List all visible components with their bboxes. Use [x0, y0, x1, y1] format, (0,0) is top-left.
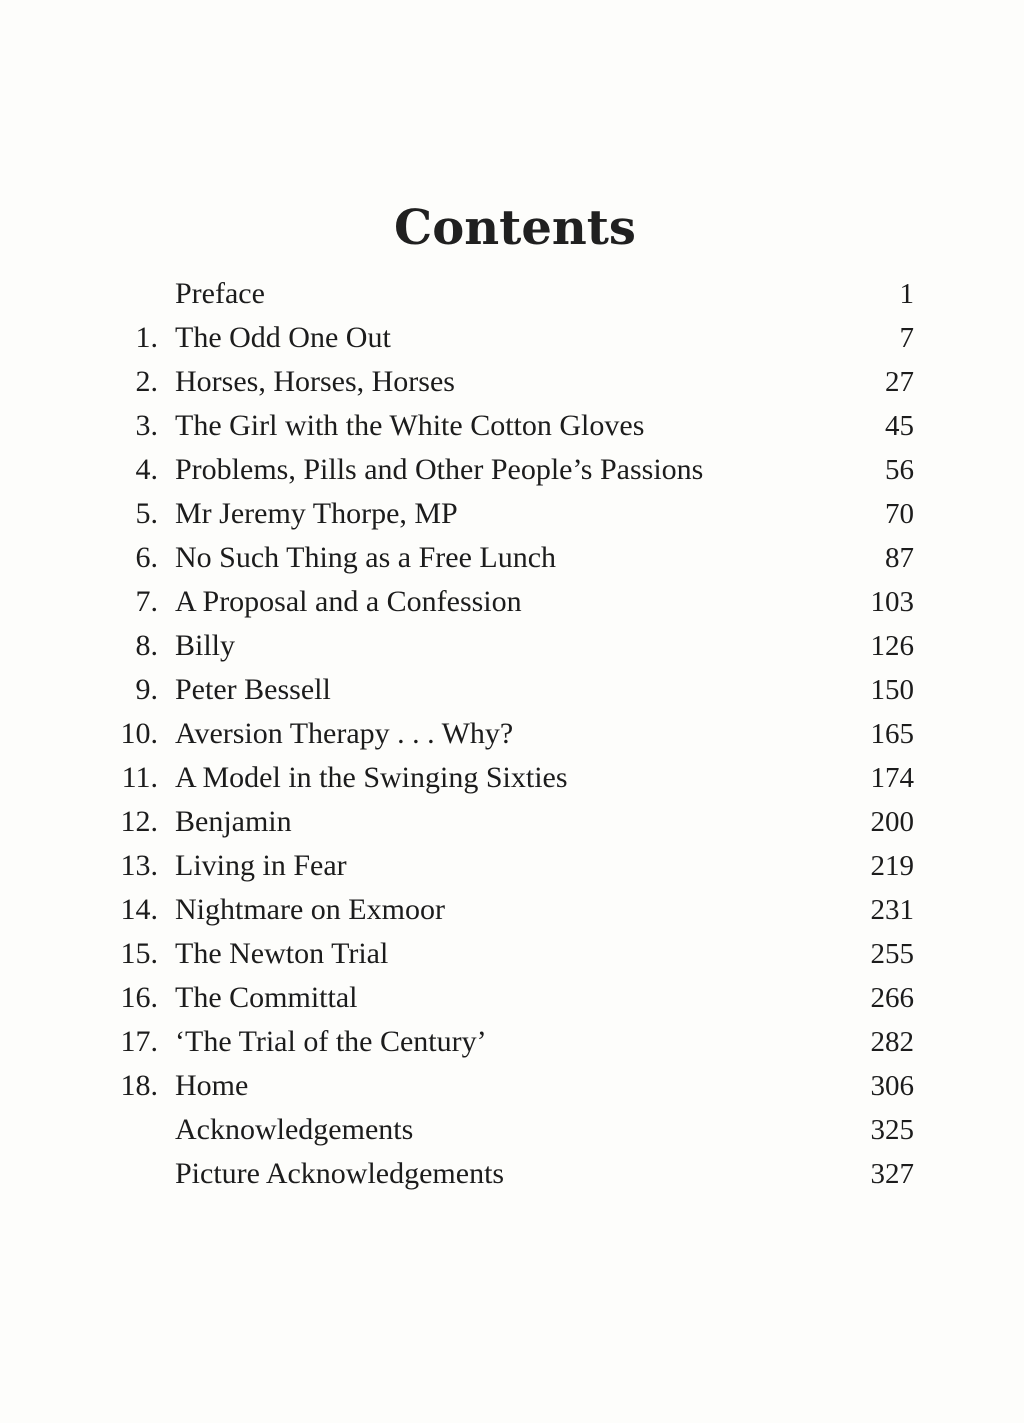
page-number: 231	[870, 894, 914, 926]
toc-entry	[100, 624, 920, 668]
chapter-title: ‘The Trial of the Century’	[175, 1025, 487, 1058]
chapter-title: Home	[175, 1069, 249, 1102]
chapter-number: 10.	[120, 717, 158, 750]
chapter-number: 13.	[120, 849, 158, 882]
toc-entry	[100, 888, 920, 932]
chapter-title: A Proposal and a Confession	[175, 585, 522, 618]
page-number: 103	[870, 586, 914, 618]
chapter-title: The Newton Trial	[175, 937, 389, 970]
chapter-title: The Committal	[175, 981, 358, 1014]
chapter-number: 16.	[120, 981, 158, 1014]
page-number: 255	[870, 938, 914, 970]
page-number: 150	[870, 674, 914, 706]
toc-entry	[100, 1108, 920, 1152]
page-number: 325	[870, 1114, 914, 1146]
toc-entry	[100, 448, 920, 492]
chapter-title: Aversion Therapy . . . Why?	[175, 717, 514, 750]
chapter-title: No Such Thing as a Free Lunch	[175, 541, 557, 574]
chapter-number: 1.	[135, 321, 158, 354]
chapter-title: Living in Fear	[175, 849, 347, 882]
table-of-contents	[100, 272, 920, 1196]
toc-entry	[100, 932, 920, 976]
toc-entry	[100, 1020, 920, 1064]
chapter-number: 3.	[135, 409, 158, 442]
toc-entry	[100, 976, 920, 1020]
page-number: 45	[885, 410, 914, 442]
contents-heading: Contents	[394, 200, 636, 257]
chapter-number: 4.	[135, 453, 158, 486]
toc-entry	[100, 272, 920, 316]
page-number: 219	[870, 850, 914, 882]
chapter-number: 9.	[135, 673, 158, 706]
chapter-title: Picture Acknowledgements	[175, 1157, 505, 1190]
chapter-title: Mr Jeremy Thorpe, MP	[175, 497, 458, 530]
chapter-number: 8.	[135, 629, 158, 662]
toc-entry	[100, 580, 920, 624]
page-number: 327	[870, 1158, 914, 1190]
chapter-title: Billy	[175, 629, 236, 662]
chapter-title: Horses, Horses, Horses	[175, 365, 455, 398]
page-number: 200	[870, 806, 914, 838]
toc-entry	[100, 536, 920, 580]
chapter-title: Problems, Pills and Other People’s Passions	[175, 453, 704, 486]
toc-entry	[100, 404, 920, 448]
chapter-title: Preface	[175, 277, 265, 310]
chapter-number: 5.	[135, 497, 158, 530]
page-number: 7	[899, 322, 914, 354]
toc-entry	[100, 800, 920, 844]
page-number: 174	[870, 762, 914, 794]
page-number: 126	[870, 630, 914, 662]
page-number: 165	[870, 718, 914, 750]
chapter-title: Acknowledgements	[175, 1113, 414, 1146]
toc-entry	[100, 1152, 920, 1196]
chapter-title: Nightmare on Exmoor	[175, 893, 445, 926]
chapter-title: Benjamin	[175, 805, 292, 838]
page-number: 27	[885, 366, 914, 398]
page-number: 56	[885, 454, 914, 486]
toc-entry	[100, 316, 920, 360]
page-number: 306	[870, 1070, 914, 1102]
page-number: 87	[885, 542, 914, 574]
page-number: 1	[899, 278, 914, 310]
chapter-number: 6.	[135, 541, 158, 574]
chapter-number: 17.	[120, 1025, 158, 1058]
chapter-number: 7.	[135, 585, 158, 618]
chapter-number: 15.	[120, 937, 158, 970]
chapter-number: 12.	[120, 805, 158, 838]
toc-entry	[100, 492, 920, 536]
toc-entry	[100, 756, 920, 800]
chapter-title: The Odd One Out	[175, 321, 391, 354]
chapter-title: A Model in the Swinging Sixties	[175, 761, 568, 794]
chapter-number: 18.	[120, 1069, 158, 1102]
page-number: 282	[870, 1026, 914, 1058]
chapter-title: The Girl with the White Cotton Gloves	[175, 409, 645, 442]
toc-entry	[100, 712, 920, 756]
page-number: 266	[870, 982, 914, 1014]
toc-entry	[100, 668, 920, 712]
page-number: 70	[885, 498, 914, 530]
chapter-title: Peter Bessell	[175, 673, 331, 706]
chapter-number: 11.	[121, 761, 158, 794]
chapter-number: 14.	[120, 893, 158, 926]
toc-entry	[100, 844, 920, 888]
toc-entry	[100, 360, 920, 404]
chapter-number: 2.	[135, 365, 158, 398]
toc-entry	[100, 1064, 920, 1108]
